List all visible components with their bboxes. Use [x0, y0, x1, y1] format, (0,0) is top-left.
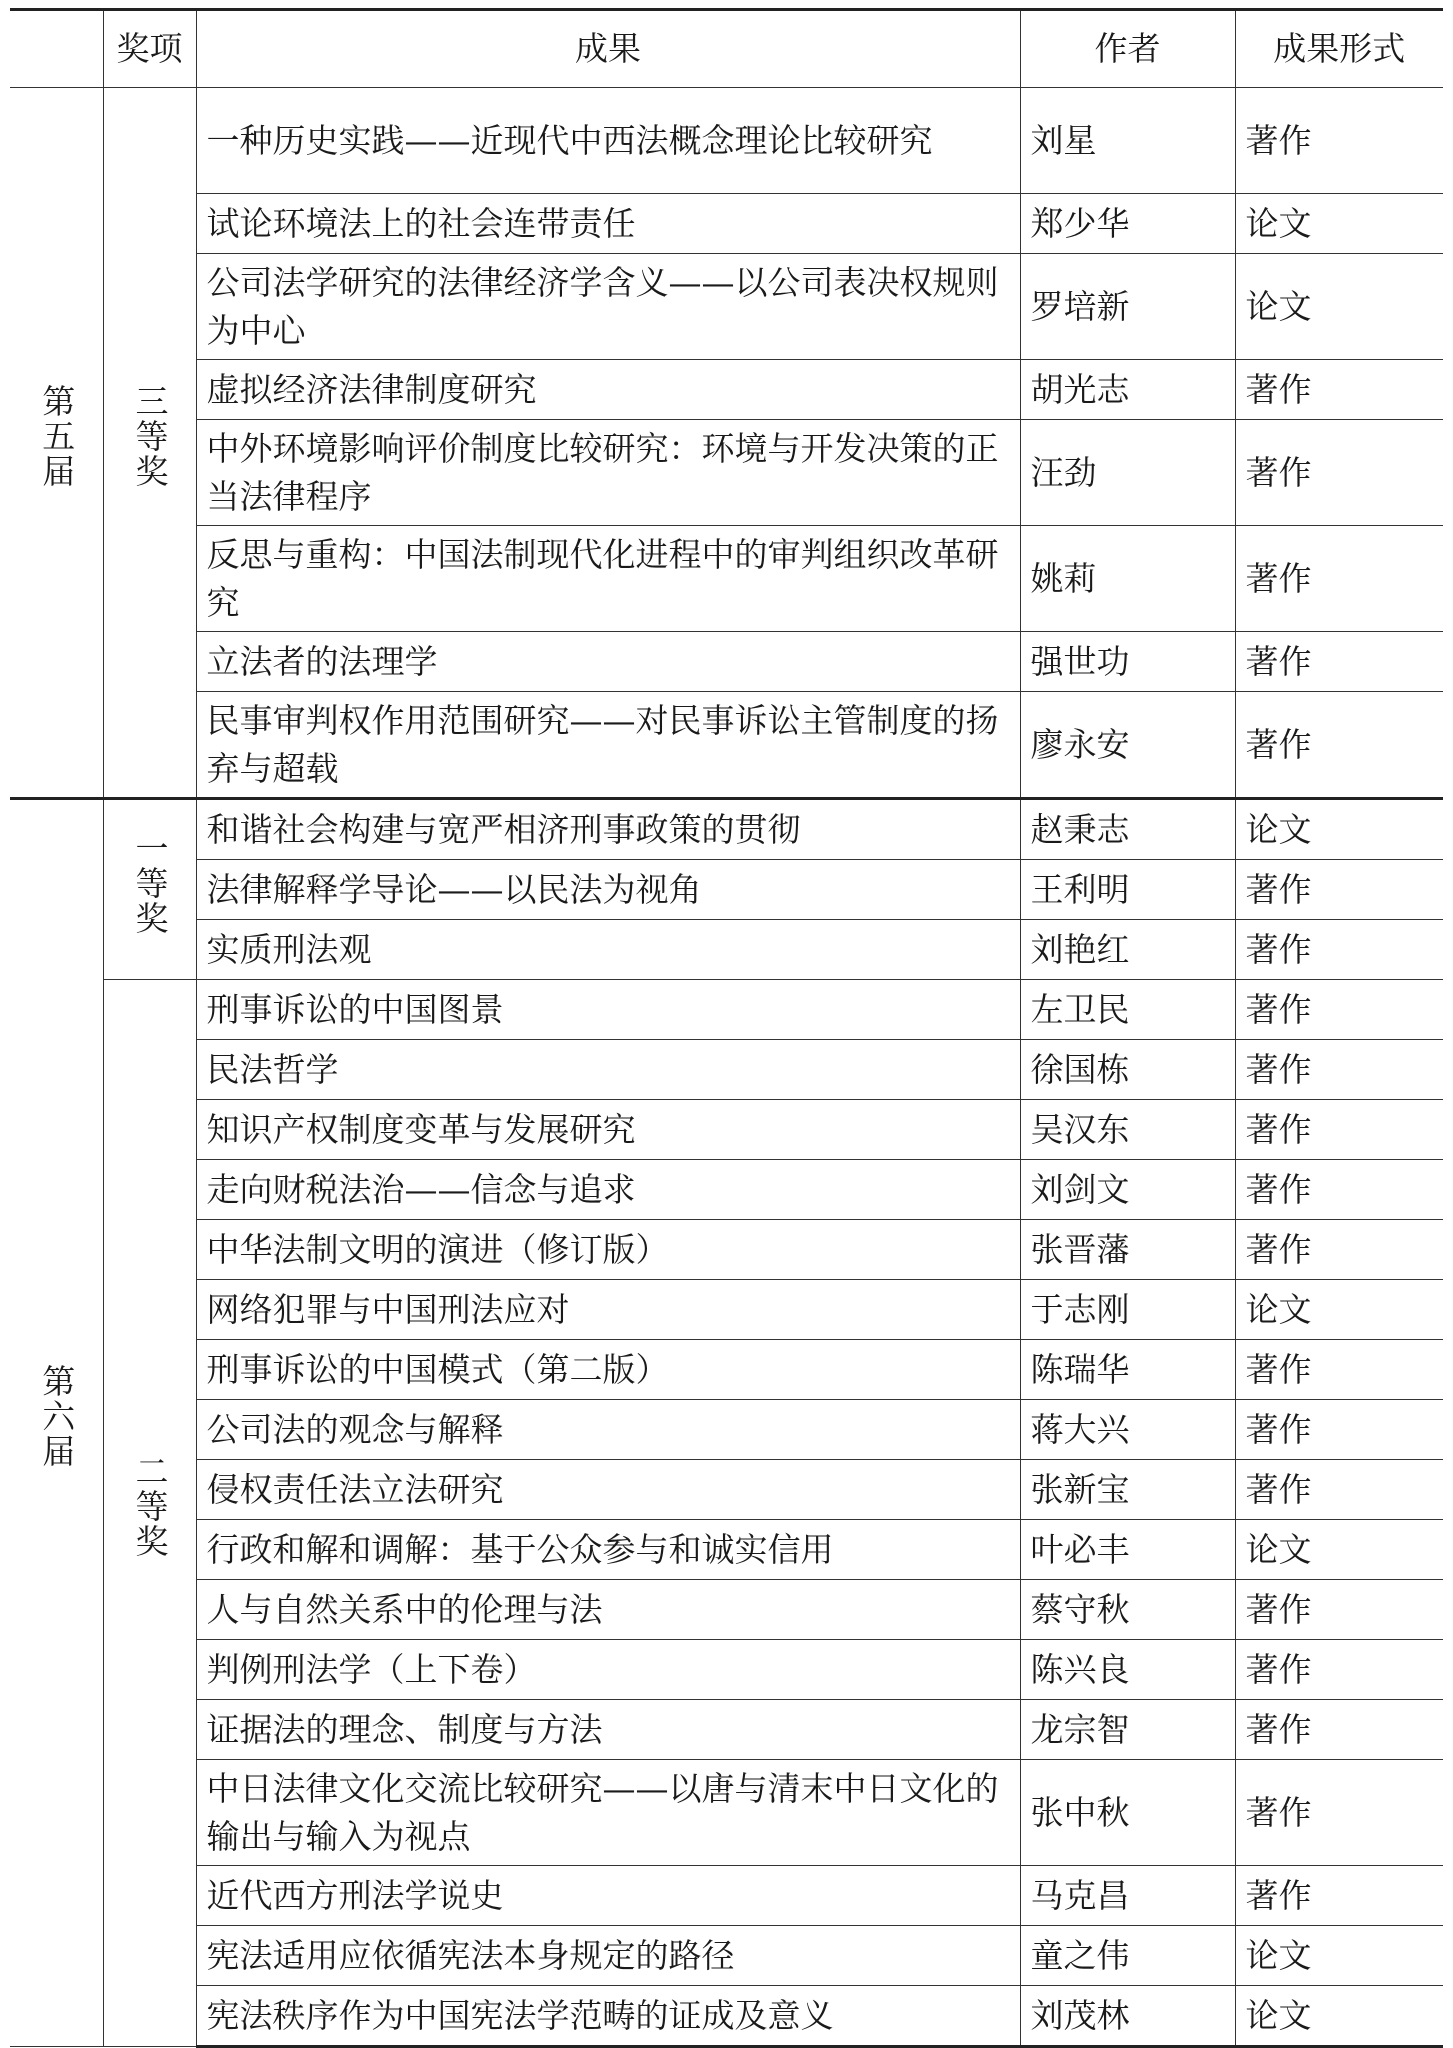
form-cell: 著作: [1235, 1220, 1443, 1280]
author-cell: 蔡守秋: [1020, 1580, 1235, 1640]
form-cell: 著作: [1235, 420, 1443, 526]
form-cell: 著作: [1235, 1400, 1443, 1460]
table-row: [10, 692, 1443, 799]
table-row: [10, 1580, 1443, 1640]
table-row: [10, 1280, 1443, 1340]
author-cell: 胡光志: [1020, 360, 1235, 420]
session-block: [10, 799, 1443, 2047]
form-cell: 著作: [1235, 980, 1443, 1040]
table-row: [10, 1040, 1443, 1100]
table-header: [10, 10, 1443, 88]
result-cell: 证据法的理念、制度与方法: [196, 1700, 1020, 1760]
form-cell: 论文: [1235, 1986, 1443, 2047]
header-author: 作者: [1020, 10, 1235, 88]
result-cell: 中华法制文明的演进（修订版）: [196, 1220, 1020, 1280]
table-row: [10, 860, 1443, 920]
result-cell: 和谐社会构建与宽严相济刑事政策的贯彻: [196, 799, 1020, 860]
result-cell: 公司法学研究的法律经济学含义——以公司表决权规则为中心: [196, 254, 1020, 360]
author-cell: 罗培新: [1020, 254, 1235, 360]
header-result: 成果: [196, 10, 1020, 88]
result-cell: 知识产权制度变革与发展研究: [196, 1100, 1020, 1160]
author-cell: 叶必丰: [1020, 1520, 1235, 1580]
form-cell: 论文: [1235, 1280, 1443, 1340]
awards-table: [10, 8, 1443, 2048]
result-cell: 走向财税法治——信念与追求: [196, 1160, 1020, 1220]
session-block: [10, 88, 1443, 799]
author-cell: 徐国栋: [1020, 1040, 1235, 1100]
author-cell: 赵秉志: [1020, 799, 1235, 860]
header-form: 成果形式: [1235, 10, 1443, 88]
author-cell: 姚莉: [1020, 526, 1235, 632]
result-cell: 民法哲学: [196, 1040, 1020, 1100]
form-cell: 论文: [1235, 194, 1443, 254]
author-cell: 张中秋: [1020, 1760, 1235, 1866]
author-cell: 廖永安: [1020, 692, 1235, 799]
author-cell: 左卫民: [1020, 980, 1235, 1040]
author-cell: 马克昌: [1020, 1866, 1235, 1926]
result-cell: 网络犯罪与中国刑法应对: [196, 1280, 1020, 1340]
author-cell: 强世功: [1020, 632, 1235, 692]
form-cell: 著作: [1235, 1580, 1443, 1640]
table-row: [10, 1640, 1443, 1700]
author-cell: 刘茂林: [1020, 1986, 1235, 2047]
form-cell: 论文: [1235, 1926, 1443, 1986]
award-level-label: 三等奖: [130, 383, 170, 489]
table-row: [10, 526, 1443, 632]
award-level-label: 一等奖: [130, 830, 170, 936]
table-row: [10, 1520, 1443, 1580]
result-cell: 宪法适用应依循宪法本身规定的路径: [196, 1926, 1020, 1986]
form-cell: 著作: [1235, 1160, 1443, 1220]
form-cell: 著作: [1235, 920, 1443, 980]
result-cell: 中外环境影响评价制度比较研究：环境与开发决策的正当法律程序: [196, 420, 1020, 526]
form-cell: 著作: [1235, 1100, 1443, 1160]
table-row: [10, 920, 1443, 980]
table-row: [10, 632, 1443, 692]
author-cell: 刘剑文: [1020, 1160, 1235, 1220]
author-cell: 于志刚: [1020, 1280, 1235, 1340]
form-cell: 论文: [1235, 799, 1443, 860]
author-cell: 童之伟: [1020, 1926, 1235, 1986]
result-cell: 侵权责任法立法研究: [196, 1460, 1020, 1520]
result-cell: 一种历史实践——近现代中西法概念理论比较研究: [196, 88, 1020, 194]
form-cell: 著作: [1235, 1040, 1443, 1100]
result-cell: 行政和解和调解：基于公众参与和诚实信用: [196, 1520, 1020, 1580]
author-cell: 蒋大兴: [1020, 1400, 1235, 1460]
result-cell: 近代西方刑法学说史: [196, 1866, 1020, 1926]
author-cell: 张晋藩: [1020, 1220, 1235, 1280]
table-row: [10, 360, 1443, 420]
form-cell: 论文: [1235, 254, 1443, 360]
form-cell: 著作: [1235, 1760, 1443, 1866]
result-cell: 宪法秩序作为中国宪法学范畴的证成及意义: [196, 1986, 1020, 2047]
award-level-cell: [103, 799, 196, 980]
header-row: [10, 10, 1443, 88]
table-row: [10, 194, 1443, 254]
session-label: 第六届: [37, 1364, 77, 1469]
form-cell: 著作: [1235, 860, 1443, 920]
form-cell: 著作: [1235, 632, 1443, 692]
result-cell: 法律解释学导论——以民法为视角: [196, 860, 1020, 920]
header-award: 奖项: [103, 10, 196, 88]
author-cell: 吴汉东: [1020, 1100, 1235, 1160]
table-row: [10, 1926, 1443, 1986]
form-cell: 著作: [1235, 1700, 1443, 1760]
result-cell: 中日法律文化交流比较研究——以唐与清末中日文化的输出与输入为视点: [196, 1760, 1020, 1866]
form-cell: 著作: [1235, 360, 1443, 420]
form-cell: 著作: [1235, 1640, 1443, 1700]
session-cell: [10, 88, 103, 799]
form-cell: 著作: [1235, 1340, 1443, 1400]
form-cell: 著作: [1235, 88, 1443, 194]
result-cell: 反思与重构：中国法制现代化进程中的审判组织改革研究: [196, 526, 1020, 632]
form-cell: 论文: [1235, 1520, 1443, 1580]
author-cell: 刘艳红: [1020, 920, 1235, 980]
result-cell: 刑事诉讼的中国图景: [196, 980, 1020, 1040]
result-cell: 人与自然关系中的伦理与法: [196, 1580, 1020, 1640]
table-row: [10, 1220, 1443, 1280]
table-row: [10, 1866, 1443, 1926]
result-cell: 民事审判权作用范围研究——对民事诉讼主管制度的扬弃与超载: [196, 692, 1020, 799]
result-cell: 公司法的观念与解释: [196, 1400, 1020, 1460]
table-row: [10, 1986, 1443, 2047]
result-cell: 试论环境法上的社会连带责任: [196, 194, 1020, 254]
result-cell: 判例刑法学（上下卷）: [196, 1640, 1020, 1700]
table-row: [10, 88, 1443, 194]
author-cell: 陈兴良: [1020, 1640, 1235, 1700]
header-session: [10, 10, 103, 88]
author-cell: 王利明: [1020, 860, 1235, 920]
form-cell: 著作: [1235, 1866, 1443, 1926]
table-row: [10, 1400, 1443, 1460]
table-row: [10, 420, 1443, 526]
form-cell: 著作: [1235, 1460, 1443, 1520]
table-row: [10, 1460, 1443, 1520]
table-row: [10, 1100, 1443, 1160]
table-row: [10, 1700, 1443, 1760]
author-cell: 龙宗智: [1020, 1700, 1235, 1760]
table-row: [10, 799, 1443, 860]
author-cell: 陈瑞华: [1020, 1340, 1235, 1400]
result-cell: 立法者的法理学: [196, 632, 1020, 692]
award-level-cell: [103, 980, 196, 2047]
table-row: [10, 980, 1443, 1040]
author-cell: 刘星: [1020, 88, 1235, 194]
result-cell: 实质刑法观: [196, 920, 1020, 980]
award-level-cell: [103, 88, 196, 799]
table-row: [10, 1340, 1443, 1400]
result-cell: 刑事诉讼的中国模式（第二版）: [196, 1340, 1020, 1400]
result-cell: 虚拟经济法律制度研究: [196, 360, 1020, 420]
table-row: [10, 1160, 1443, 1220]
author-cell: 郑少华: [1020, 194, 1235, 254]
author-cell: 张新宝: [1020, 1460, 1235, 1520]
document-page: [10, 8, 1443, 2048]
award-level-label: 二等奖: [130, 1454, 170, 1559]
session-cell: [10, 799, 103, 2047]
form-cell: 著作: [1235, 692, 1443, 799]
table-row: [10, 254, 1443, 360]
author-cell: 汪劲: [1020, 420, 1235, 526]
table-row: [10, 1760, 1443, 1866]
form-cell: 著作: [1235, 526, 1443, 632]
session-label: 第五届: [37, 383, 77, 489]
